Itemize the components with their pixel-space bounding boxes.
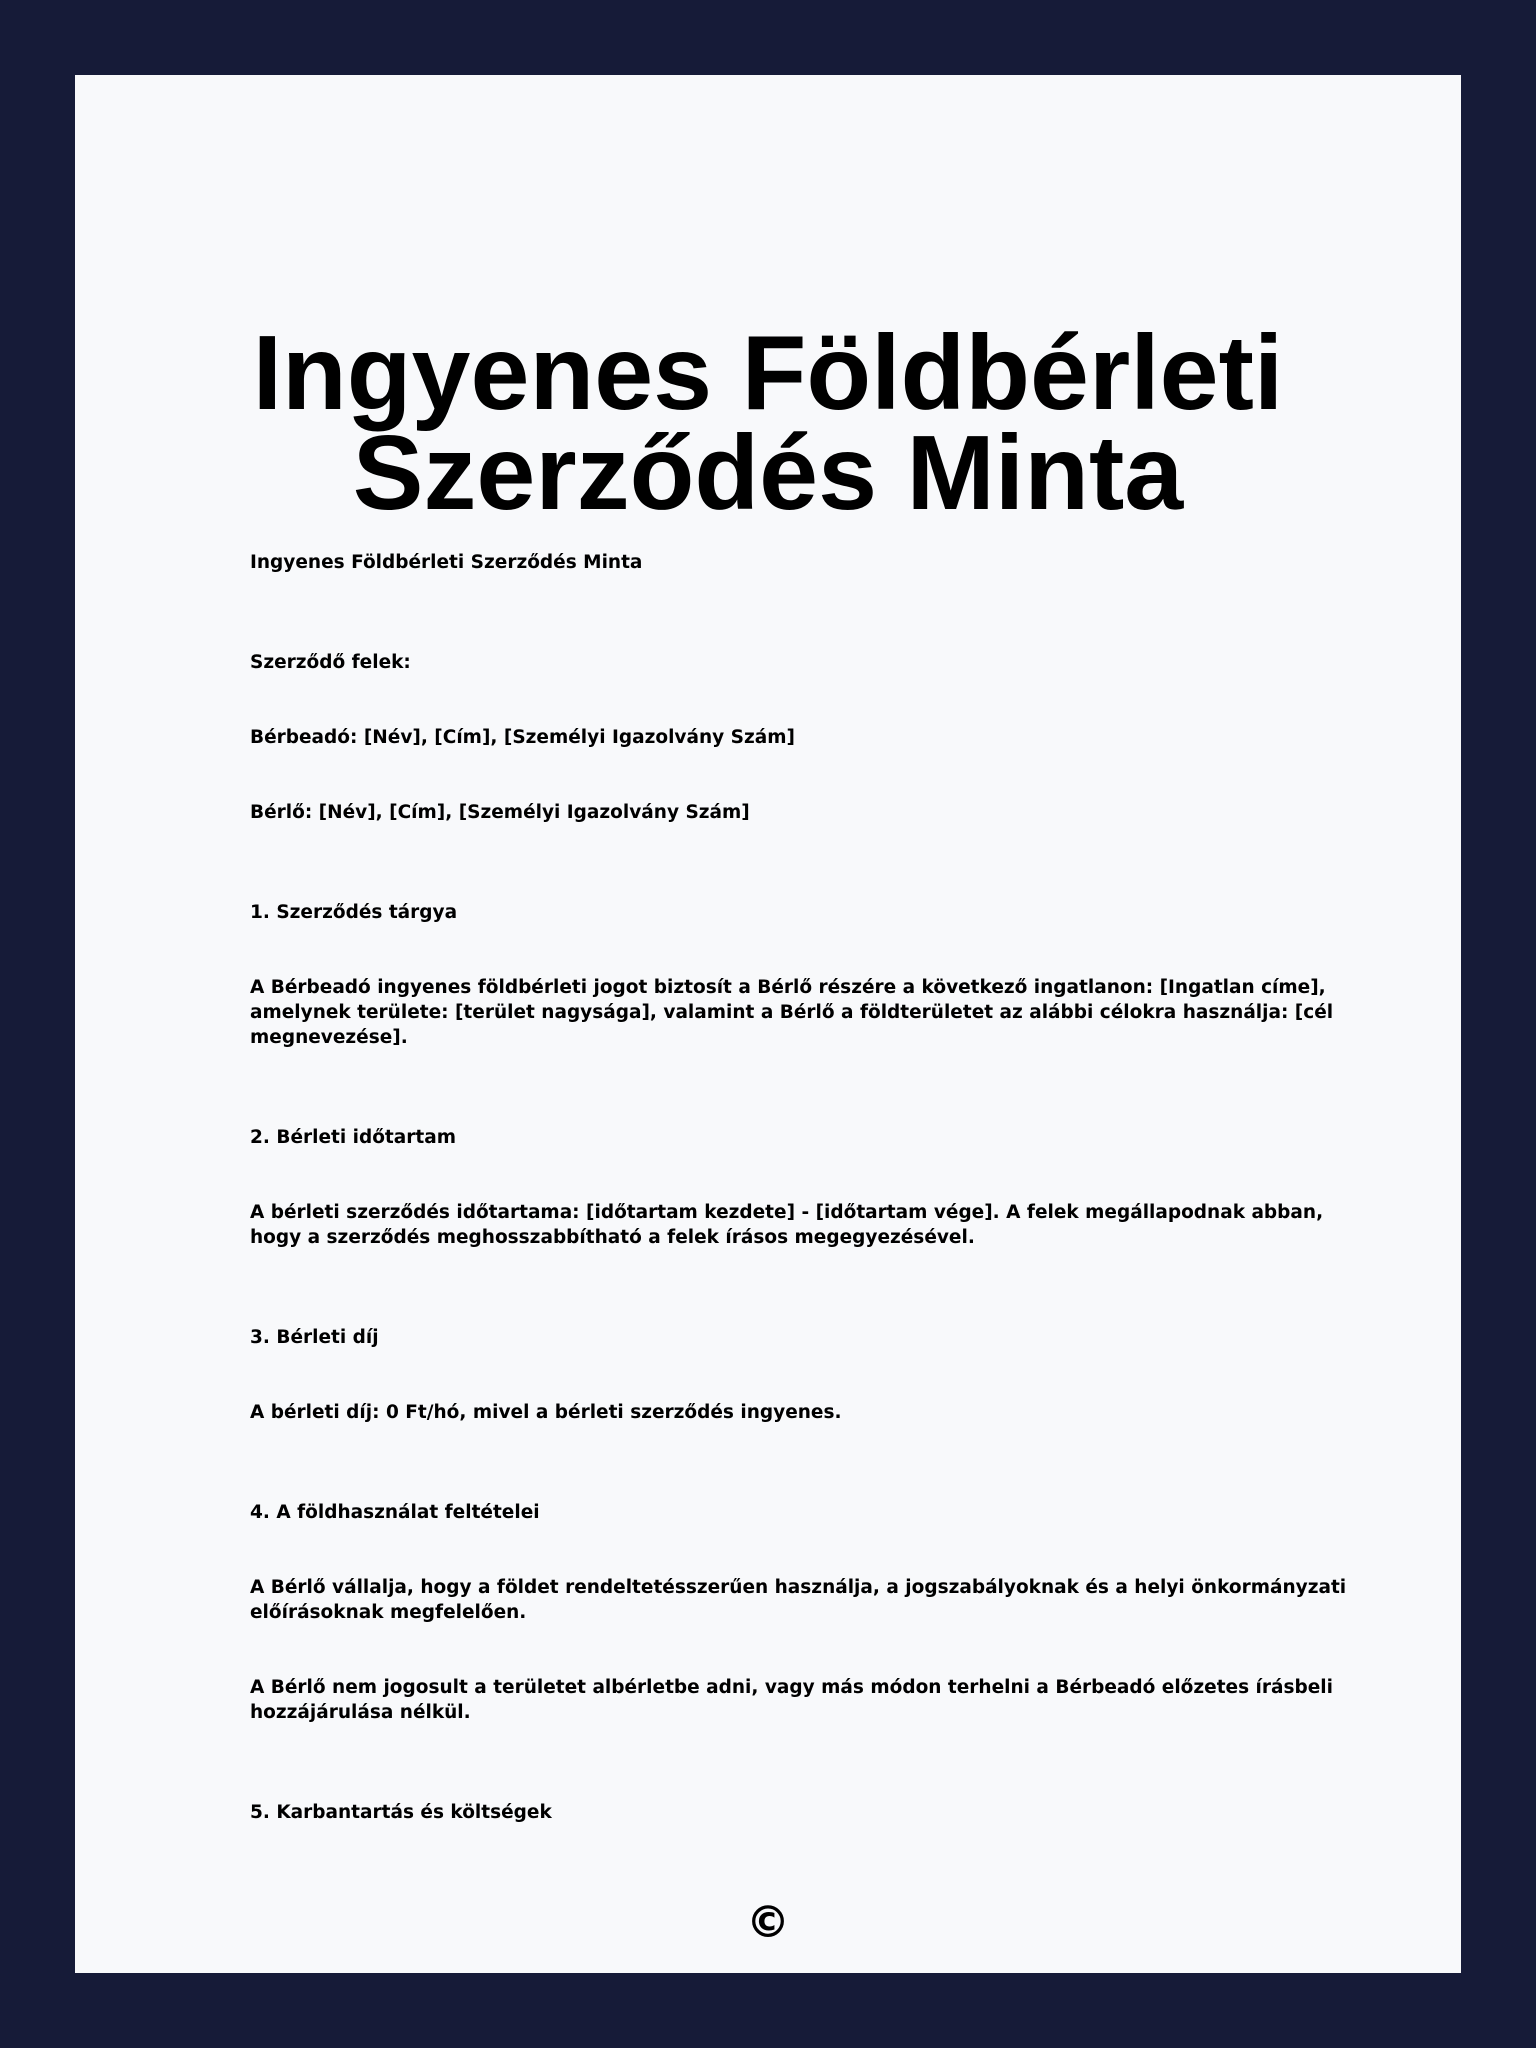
section-1-heading: 1. Szerződés tárgya [250,902,458,923]
section-3-heading: 3. Bérleti díj [250,1327,379,1348]
section-2-paragraph: A bérleti szerződés időtartama: [időtartam kezdete] - [időtartam vége]. A felek megállapodnak abban, hogy a szerződés meghosszabbítható a felek írásos megegyezésével. [250,1202,1324,1248]
document-title [75,314,1461,532]
copyright-icon: © [746,1897,790,1948]
section-4-paragraph-2: A Bérlő nem jogosult a területet albérletbe adni, vagy más módon terhelni a Bérbeadó előzetes írásbeli hozzájárulása nélkül. [250,1677,1333,1723]
section-5-heading: 5. Karbantartás és költségek [250,1802,552,1823]
section-3-paragraph: A bérleti díj: 0 Ft/hó, mivel a bérleti szerződés ingyenes. [250,1402,842,1423]
section-2-heading: 2. Bérleti időtartam [250,1127,456,1148]
lessee-paragraph: Bérlő: [Név], [Cím], [Személyi Igazolvány Szám] [250,802,750,823]
section-4-paragraph-1: A Bérlő vállalja, hogy a földet rendeltetésszerűen használja, a jogszabályoknak és a helyi önkormányzati előírásoknak megfelelően. [250,1577,1347,1623]
section-1-paragraph: A Bérbeadó ingyenes földbérleti jogot biztosít a Bérlő részére a következő ingatlanon: [Ingatlan címe], amelynek területe: [terület nagysága], valamint a Bérlő a földterületet az alábbi célokra használja: [cél megnevezése]. [250,977,1334,1048]
subtitle-paragraph: Ingyenes Földbérleti Szerződés Minta [250,552,643,573]
title-line-1: Ingyenes Földbérleti [252,314,1284,432]
document-page [75,75,1461,1973]
section-4-heading: 4. A földhasználat feltételei [250,1502,540,1523]
parties-heading: Szerződő felek: [250,652,411,673]
lessor-paragraph: Bérbeadó: [Név], [Cím], [Személyi Igazolvány Szám] [250,727,795,748]
title-line-2: Szerződés Minta [352,414,1184,532]
